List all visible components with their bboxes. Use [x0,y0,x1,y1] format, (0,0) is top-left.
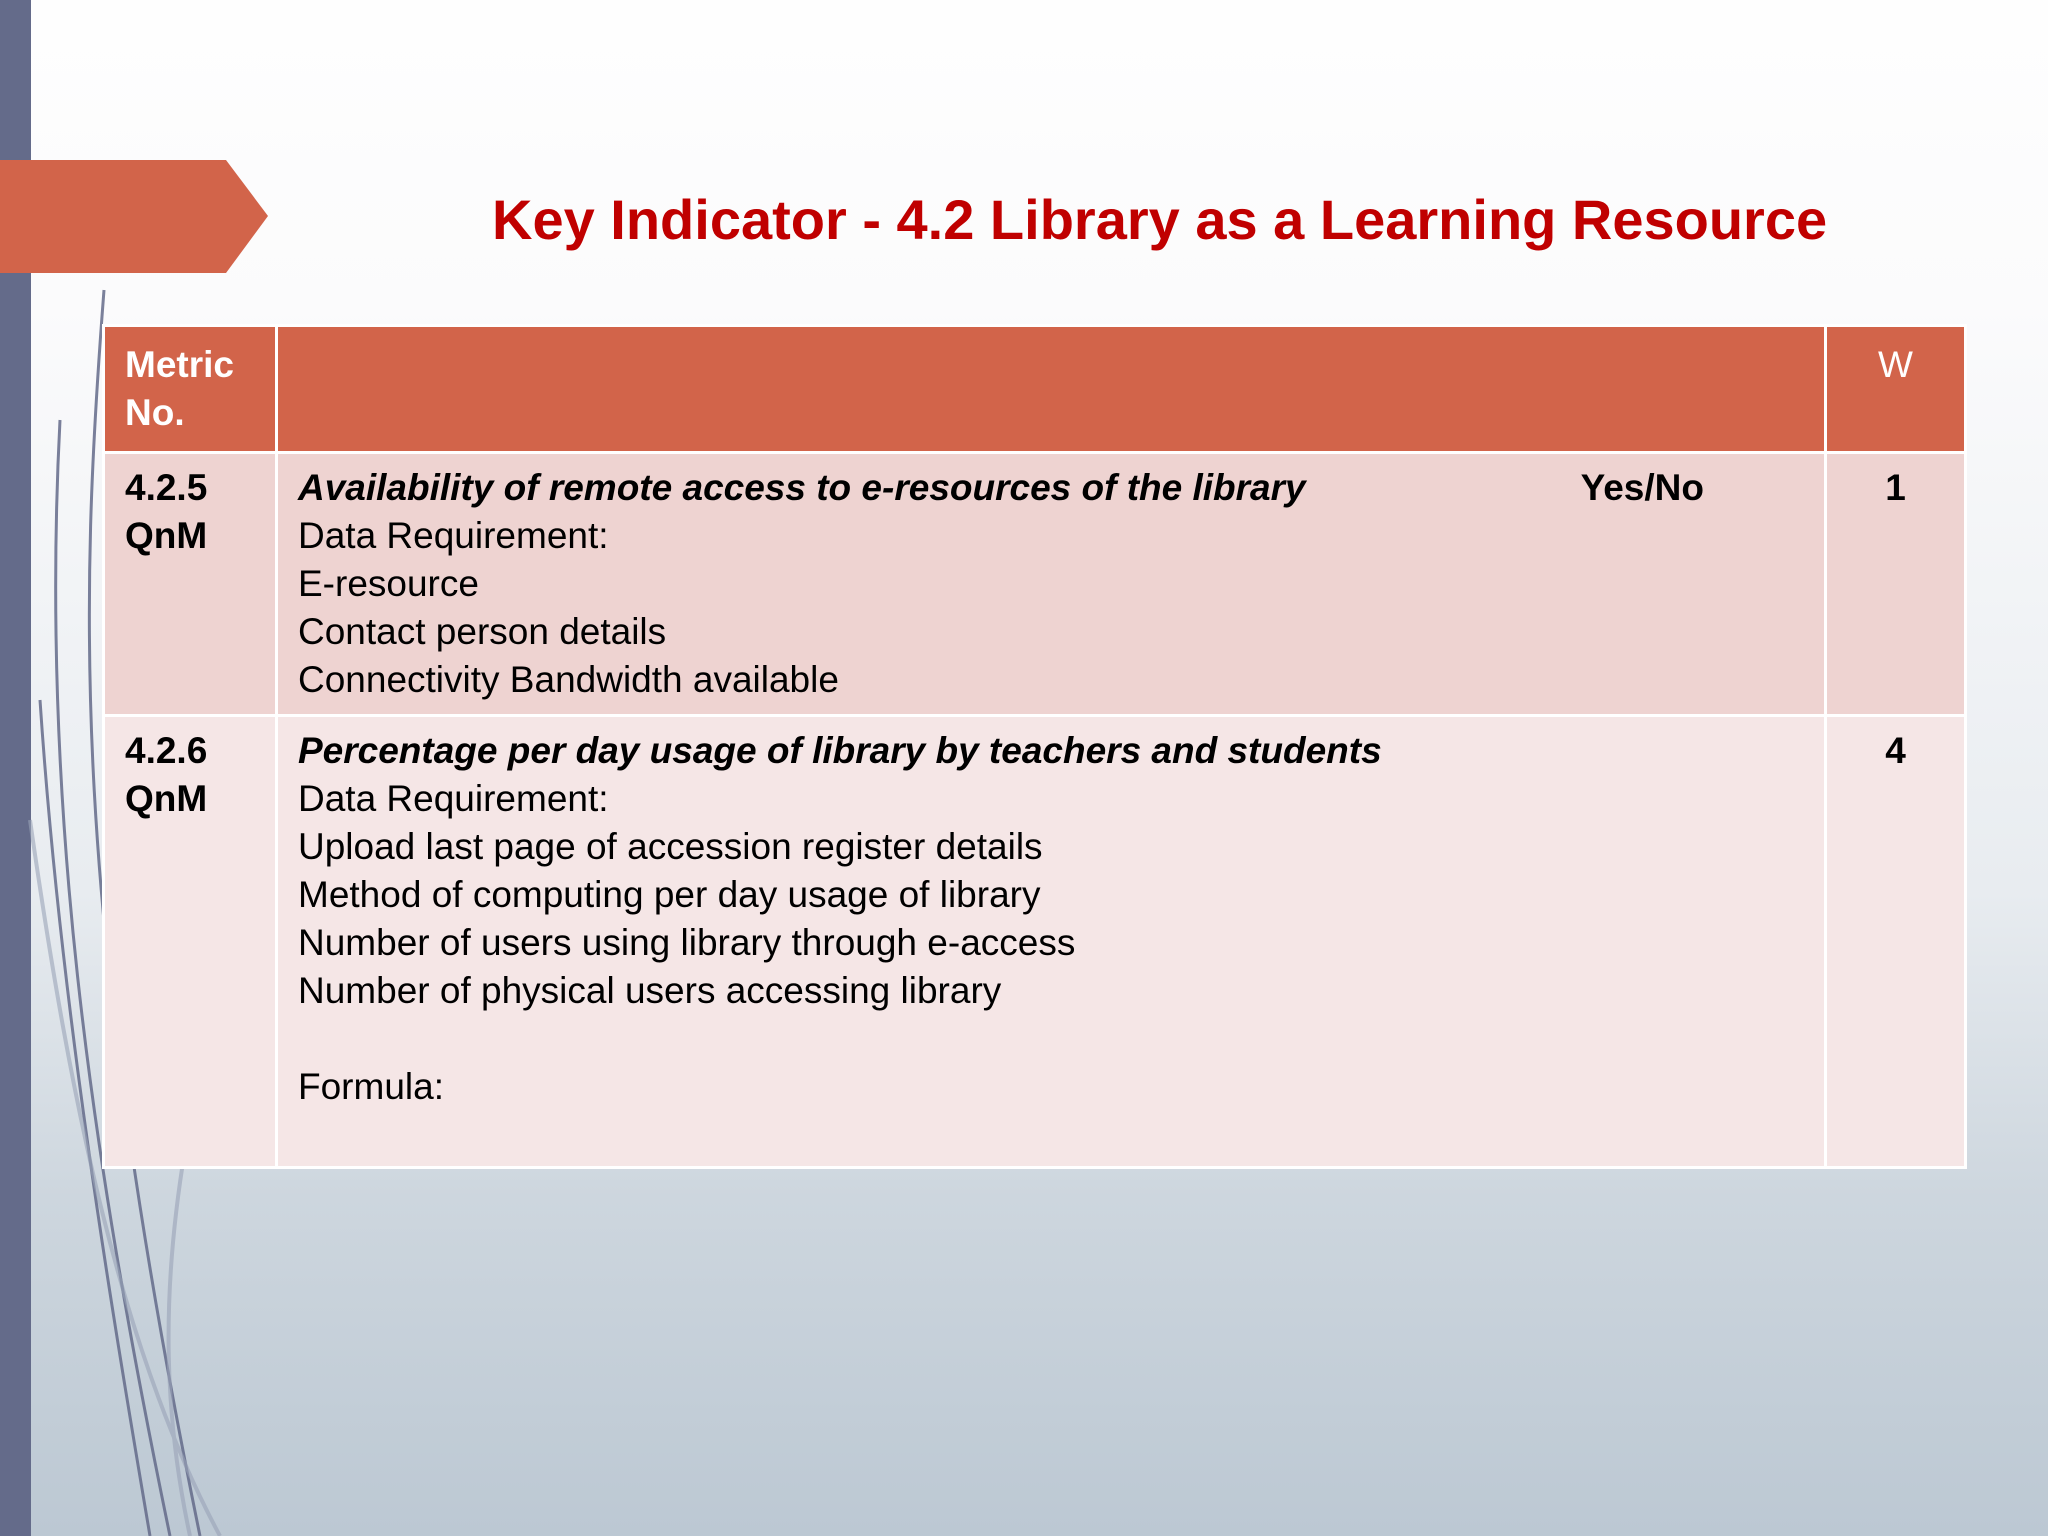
metric-description-cell [277,716,1826,1168]
slide-title: Key Indicator - 4.2 Library as a Learning Resource [492,188,1828,251]
metric-title: Percentage per day usage of library by teachers and students [298,730,1382,771]
metric-title: Availability of remote access to e-resources of the library [298,467,1306,508]
table-header-row [104,326,1966,453]
metric-description-cell [277,453,1826,716]
requirement-item: Number of users using library through e-access [298,922,1076,963]
metric-title-line [298,464,1804,512]
requirement-item: E-resource [298,563,479,604]
requirement-item: Upload last page of accession register details [298,826,1043,867]
title-arrow-tab [0,160,268,273]
metric-weight: 1 [1826,453,1966,716]
metric-number: 4.2.5 [125,467,208,508]
data-requirement-label: Data Requirement: [298,515,609,556]
requirement-item: Method of computing per day usage of library [298,874,1041,915]
data-requirement-label: Data Requirement: [298,778,609,819]
metric-number-cell [104,716,277,1168]
requirement-item: Number of physical users accessing library [298,970,1002,1011]
header-description [277,326,1826,453]
metric-number: 4.2.6 [125,730,208,771]
blank-line [298,1015,1804,1063]
formula-label: Formula: [298,1066,444,1107]
metric-number-cell [104,453,277,716]
metric-title-line [298,727,1804,775]
metric-type: QnM [125,778,208,819]
table-row [104,453,1966,716]
header-metric-no: Metric No. [104,326,277,453]
requirement-item: Connectivity Bandwidth available [298,659,839,700]
metric-weight: 4 [1826,716,1966,1168]
requirement-item: Contact person details [298,611,667,652]
table-row [104,716,1966,1168]
metrics-table [102,324,1967,1169]
header-weight: W [1826,326,1966,453]
answer-type: Yes/No [1580,467,1704,508]
metric-type: QnM [125,515,208,556]
